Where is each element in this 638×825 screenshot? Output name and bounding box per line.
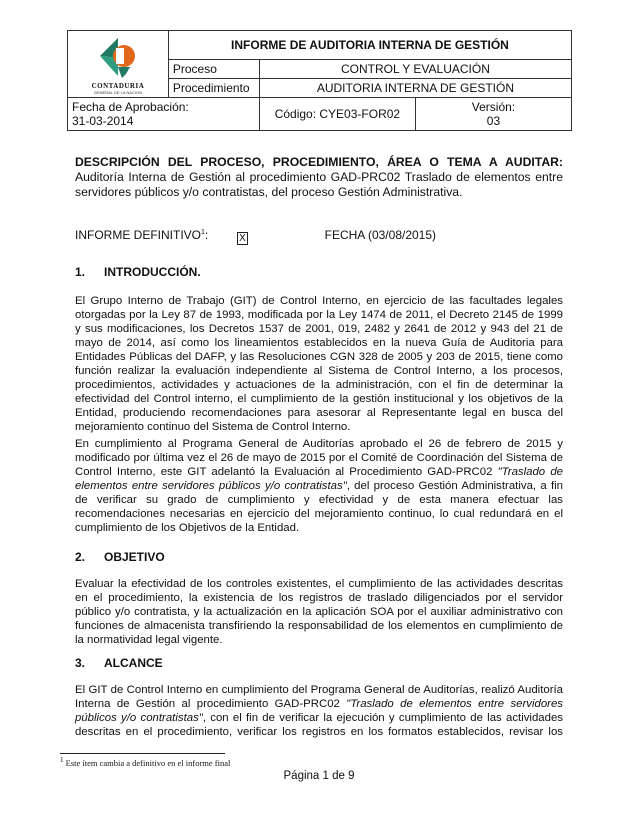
intro-paragraph-1: El Grupo Interno de Trabajo (GIT) de Control Interno, en ejercicio de las facultades legales otorgadas por la Ley 87 de 1993, modificada por la Ley 1474 de 2011, el Decreto 2145 de 1999 y sus modificaciones, los Decretos 1537 de 2001, 019, 2482 y 2641 de 2012 y 943 del 21 de mayo de 2014, así como los lineamientos establecidos en la nueva Guía de Auditoria para Entidades Públicas del DAFP, y las Resoluciones CGN 328 de 2005 y 203 de 2015, tiene como función realizar la evaluación independiente al Sistema de Control Interno, a los procesos, procedimientos, actividades y actuaciones de la administración, con el fin de determinar la efectividad del Control interno, el cumplimiento de la gestión institucional y los objetivos de la Entidad, produciendo recomendaciones para asesorar al Representante legal en busca del mejoramiento continuo del Sistema de Control Interno.: [75, 295, 563, 433]
definitivo-checkbox: X: [237, 232, 248, 245]
section-2-number: 2.: [75, 550, 86, 564]
intro-p2-text-c: , del proceso Gestión Administrativa, a fin de verificar su grado de cumplimiento y efectividad y de esta manera efectuar las recomendaciones necesarias en ejercicio del mejoramiento continuo, lo cual redundará en el cumplimiento de los Objetivos de la Entidad.: [75, 480, 563, 534]
footnote: [60, 756, 230, 768]
version-cell: [415, 98, 571, 131]
version-value: 03: [486, 114, 501, 128]
section-3-heading: [75, 656, 563, 670]
fecha-aprobacion-label: Fecha de Aprobación:: [72, 100, 189, 114]
informe-colon: :: [204, 228, 209, 242]
objetivo-paragraph: Evaluar la efectividad de los controles existentes, el cumplimiento de las actividades descritas en el procedimiento, la existencia de los registros de traslado diligenciados por el servidor público y/o contratista, y la actualización en la aplicación SOA por el auxiliar administrativo con funciones de almacenista transfiriendo la responsabilidad de los elementos en cumplimiento de la normatividad legal vigente.: [75, 578, 563, 646]
document-title: INFORME DE AUDITORIA INTERNA DE GESTIÓN: [168, 31, 571, 60]
fecha-aprobacion-value: 31-03-2014: [72, 114, 134, 128]
section-3-title: ALCANCE: [104, 656, 163, 670]
intro-p2-italic: "Traslado de elementos entre servidores públicos y/o contratistas": [75, 466, 563, 492]
logo-subtitle: GENERAL DE LA NACION: [93, 89, 142, 95]
section-2-heading: [75, 550, 563, 564]
section-3-number: 3.: [75, 656, 86, 670]
alcance-text-c: , con el fin de verificar la ejecución y cumplimiento de las actividades descritas en el procedimiento, verificar los registros en los formatos establecidos, revisar los: [75, 712, 563, 738]
section-1-title: INTRODUCCIÓN.: [104, 265, 201, 279]
intro-paragraph-2: [75, 437, 563, 535]
informe-label: INFORME DEFINITIVO: [75, 228, 201, 242]
footnote-divider: [60, 753, 225, 754]
version-label: Versión:: [471, 100, 516, 114]
logo-name: CONTADURIA: [91, 81, 145, 90]
proceso-label: Proceso: [168, 60, 259, 79]
codigo-cell: Código: CYE03-FOR02: [259, 98, 415, 131]
alcance-italic: "Traslado de elementos entre servidores públicos y/o contratistas": [75, 698, 563, 724]
alcance-paragraph: [75, 683, 563, 739]
informe-footnote-ref: 1: [201, 229, 205, 236]
informe-definitivo-line: [75, 226, 563, 245]
description-paragraph: [75, 155, 563, 200]
section-1-heading: [75, 265, 563, 279]
section-2-title: OBJETIVO: [104, 550, 165, 564]
fecha-aprobacion-cell: [68, 98, 260, 131]
document-header-table: [67, 30, 572, 131]
page-number: Página 1 de 9: [283, 770, 355, 782]
procedimiento-label: Procedimiento: [168, 79, 259, 98]
description-label: DESCRIPCIÓN DEL PROCESO, PROCEDIMIENTO, ÁREA O TEMA A AUDITAR:: [75, 155, 563, 169]
intro-p2-text-a: En cumplimiento al Programa General de Auditorías aprobado el 26 de febrero de 2015 y modificado por última vez el 26 de mayo de 2015 por el Comité de Coordinación del Sistema de Control Interno, este GIT adelantó la Evaluación al Procedimiento GAD-PRC02: [75, 438, 563, 478]
logo-icon: [96, 34, 140, 80]
description-text: Auditoría Interna de Gestión al procedimiento GAD-PRC02 Traslado de elementos entre servidores públicos y/o contratistas, del proceso Gestión Administrativa.: [75, 170, 563, 199]
logo-cell: [68, 31, 169, 98]
informe-fecha: FECHA (03/08/2015): [324, 228, 437, 242]
contaduria-logo: [72, 34, 164, 95]
alcance-text-a: El GIT de Control Interno en cumplimiento del Programa General de Auditorías, realizó Auditoría Interna de Gestión al procedimiento GAD-PRC02: [75, 684, 563, 710]
proceso-value: CONTROL Y EVALUACIÓN: [259, 60, 571, 79]
footnote-number: 1: [60, 756, 64, 764]
footnote-text: Este ítem cambia a definitivo en el informe final: [65, 757, 231, 768]
section-1-number: 1.: [75, 265, 86, 279]
procedimiento-value: AUDITORIA INTERNA DE GESTIÓN: [259, 79, 571, 98]
